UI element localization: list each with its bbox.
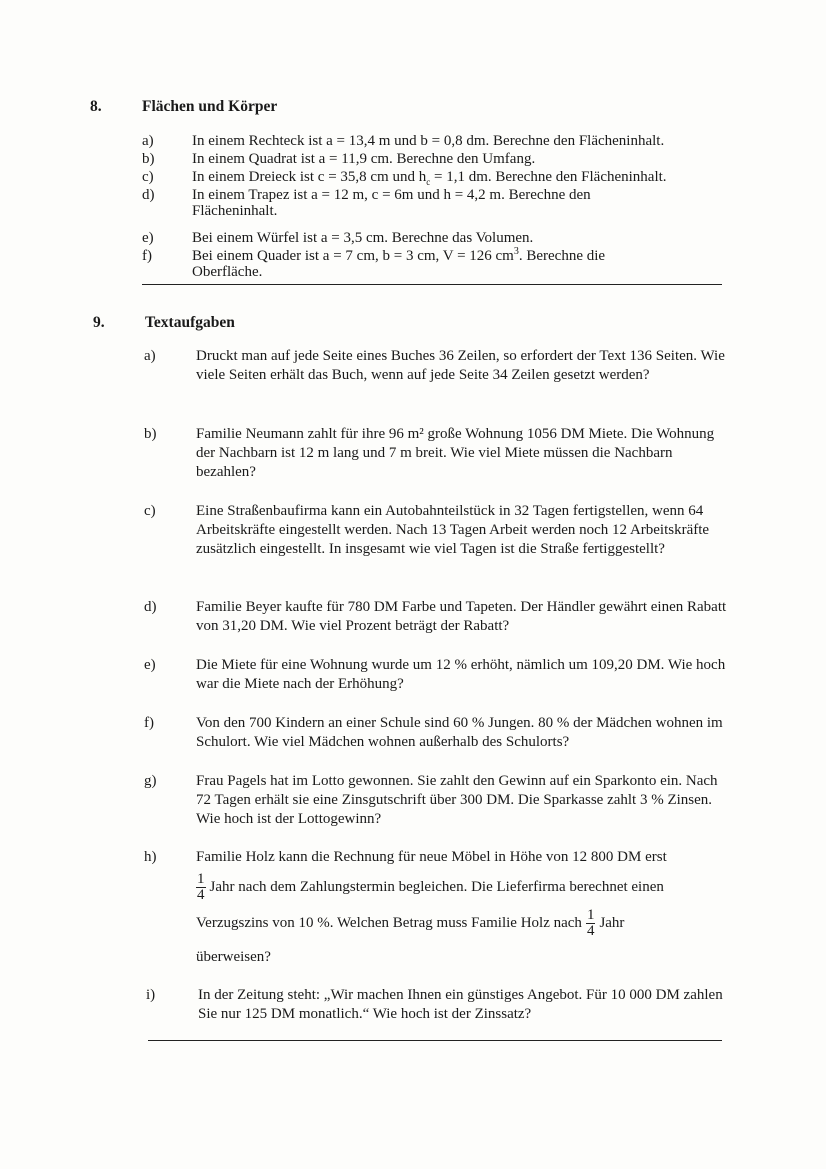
task-text: Eine Straßenbaufirma kann ein Autobahnteilstück in 32 Tagen fertigstellen, wenn 64 Arbeitskräfte eingestellt werden. Nach 13 Tagen Arbeit werden noch 12 Arbeitskräfte zusätzlich eingestellt. In insgesamt wie viel Tagen ist die Straße fertiggestellt? (196, 503, 710, 557)
task-text: Frau Pagels hat im Lotto gewonnen. Sie zahlt den Gewinn auf ein Sparkonto ein. Nach 72 Tagen erhält sie eine Zinsgutschrift über 300 DM. Die Sparkasse zahlt 3 % Zinsen. Wie hoch ist der Lottogewinn? (196, 773, 718, 827)
task-text: Bei einem Würfel ist a = 3,5 cm. Berechne das Volumen. (192, 230, 534, 246)
subscript: c (426, 177, 431, 187)
task-text-part: Verzugszins von 10 %. Welchen Betrag muss Familie Holz nach (196, 914, 582, 931)
task-label: e) (144, 657, 156, 673)
task-label: c) (142, 169, 154, 185)
task-text-line: überweisen? (196, 949, 271, 965)
section-number: 9. (93, 314, 105, 331)
fraction-denominator: 4 (197, 887, 205, 903)
task-label: c) (144, 503, 156, 519)
task-label: d) (142, 187, 155, 203)
fraction-denominator: 4 (586, 923, 595, 939)
task-text: Die Miete für eine Wohnung wurde um 12 % erhöht, nämlich um 109,20 DM. Wie hoch war die Miete nach der Erhöhung? (196, 657, 726, 692)
task-label: e) (142, 230, 154, 246)
fraction-one-quarter (196, 872, 206, 903)
task-text: In der Zeitung steht: „Wir machen Ihnen ein günstiges Angebot. Für 10 000 DM zahlen Sie nur 125 DM monatlich.“ Wie hoch ist der Zinssatz? (198, 987, 723, 1022)
task-label: a) (144, 348, 156, 364)
task-text-line (196, 908, 624, 939)
bottom-divider (148, 1040, 722, 1041)
task-text: Familie Beyer kaufte für 780 DM Farbe und Tapeten. Der Händler gewährt einen Rabatt von 31,20 DM. Wie viel Prozent beträgt der Rabatt? (196, 599, 727, 634)
task-text-part: Bei einem Quader ist a = 7 cm, b = 3 cm, V = 126 cm (192, 248, 514, 264)
superscript: 3 (513, 246, 519, 257)
task-label: b) (144, 426, 157, 442)
task-text: Von den 700 Kindern an einer Schule sind 60 % Jungen. 80 % der Mädchen wohnen im Schulort. Wie viel Mädchen wohnen außerhalb des Schulorts? (196, 715, 723, 750)
task-text-part: Jahr nach dem Zahlungstermin begleichen. Die Lieferfirma berechnet einen (209, 878, 664, 895)
section-number: 8. (90, 98, 102, 115)
task-text-line: Familie Holz kann die Rechnung für neue Möbel in Höhe von 12 800 DM erst (196, 849, 667, 865)
task-text: In einem Rechteck ist a = 13,4 m und b = 0,8 dm. Berechne den Flächeninhalt. (192, 133, 665, 149)
task-label: f) (144, 715, 154, 731)
section-divider (142, 284, 722, 285)
task-text (192, 169, 732, 185)
task-text-part: Jahr (599, 914, 625, 931)
task-label: a) (142, 133, 154, 149)
task-label: h) (144, 849, 157, 865)
task-label: i) (146, 987, 156, 1003)
task-text-line (192, 872, 664, 903)
task-text-part: . Berechne die Oberfläche. (192, 248, 606, 280)
task-text-part: = 1,1 dm. Berechne den Flächeninhalt. (430, 169, 667, 185)
fraction-numerator: 1 (586, 907, 595, 923)
fraction-numerator: 1 (197, 871, 205, 887)
task-label: d) (144, 599, 157, 615)
task-text-part: In einem Dreieck ist c = 35,8 cm und h (192, 169, 427, 185)
task-label: g) (144, 773, 157, 789)
fraction-one-quarter (586, 908, 596, 939)
task-label: f) (142, 248, 152, 264)
task-label: b) (142, 151, 155, 167)
section-title: Textaufgaben (145, 314, 235, 331)
task-text: In einem Quadrat ist a = 11,9 cm. Berechne den Umfang. (192, 151, 536, 167)
task-text (192, 248, 662, 280)
task-9h (144, 842, 744, 972)
task-text: In einem Trapez ist a = 12 m, c = 6m und h = 4,2 m. Berechne den Flächeninhalt. (192, 187, 591, 219)
section-title: Flächen und Körper (142, 98, 278, 115)
task-text: Druckt man auf jede Seite eines Buches 36 Zeilen, so erfordert der Text 136 Seiten. Wie viele Seiten erhält das Buch, wenn auf jede Seite 34 Zeilen gesetzt werden? (196, 348, 725, 383)
task-text: Familie Neumann zahlt für ihre 96 m² große Wohnung 1056 DM Miete. Die Wohnung der Nachbarn ist 12 m lang und 7 m breit. Wie viel Miete müssen die Nachbarn bezahlen? (196, 426, 715, 480)
